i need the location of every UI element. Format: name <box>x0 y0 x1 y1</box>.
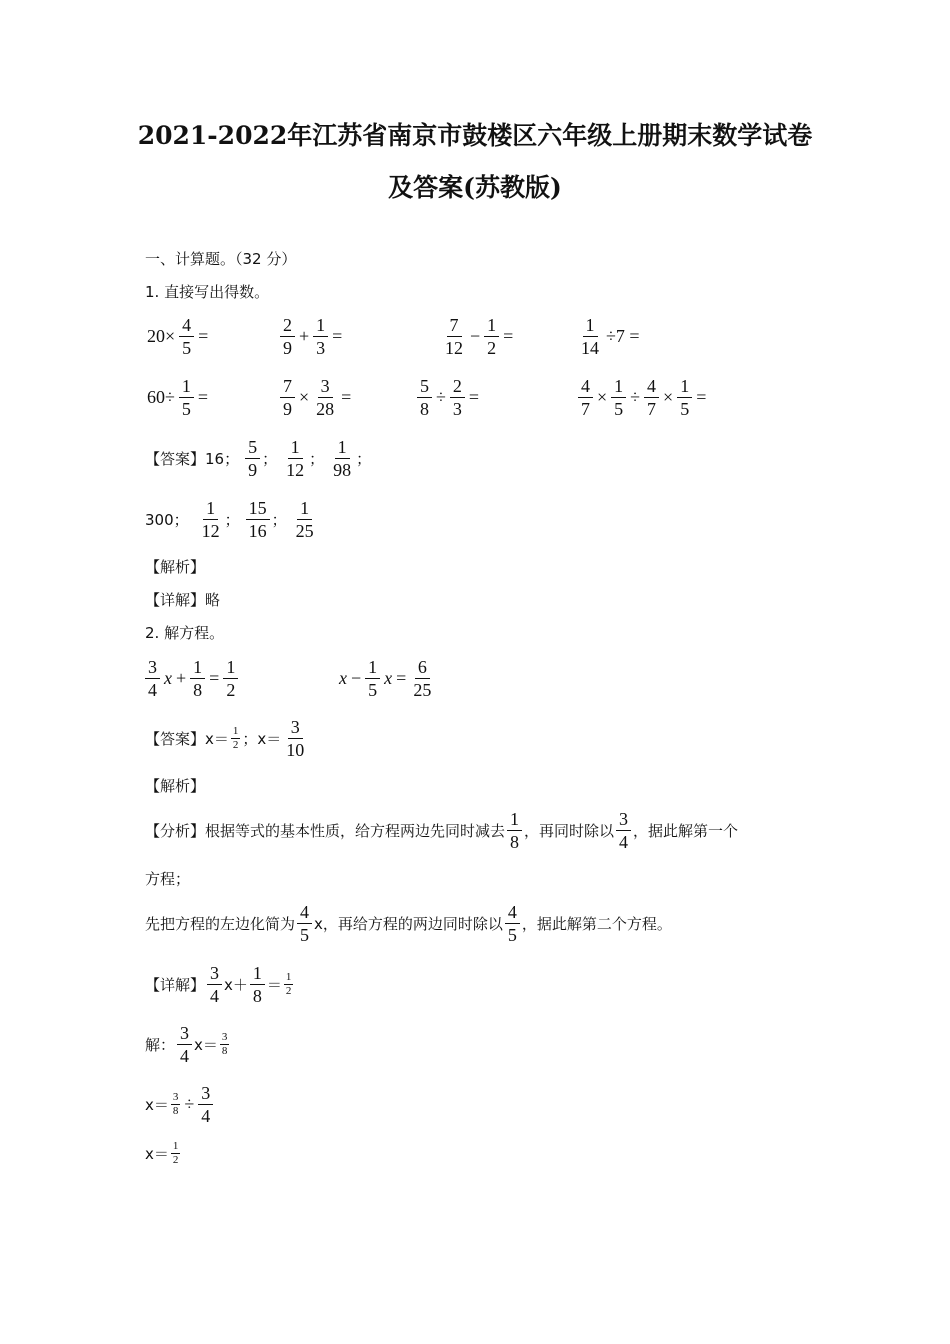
detail-text: 【详解】略 <box>145 591 221 609</box>
fraction: $\frac{3}{8}$ <box>221 1031 228 1057</box>
calc-item: $\frac{5}{8}$ ÷ $\frac{2}{3}$ = <box>415 375 481 420</box>
fraction: $\frac{1}{5}$ <box>611 375 626 420</box>
detail-step: 解： $\frac{3}{4}$ x＝ $\frac{3}{8}$ <box>145 1023 228 1066</box>
fraction: $\frac{2}{3}$ <box>450 375 465 420</box>
calc-item: $\frac{4}{7}$ × $\frac{1}{5}$ ÷ $\frac{4}{7}$ × $\frac{1}{5}$ = <box>576 375 708 420</box>
calc-item: 20× $\frac{4}{5}$ = <box>147 315 209 358</box>
fraction: $\frac{1}{5}$ <box>677 375 692 420</box>
answer-row: 【答案】16； $\frac{5}{9}$ ； $\frac{1}{12}$ ； $\frac{1}{98}$ ； <box>145 437 372 480</box>
analysis-label: 【解析】 <box>145 777 206 795</box>
detail-step: x＝ $\frac{1}{2}$ <box>145 1140 179 1166</box>
calc-item: $\frac{1}{14}$ ÷7 = <box>576 314 642 359</box>
fraction: $\frac{1}{25}$ <box>295 498 314 541</box>
fraction: $\frac{1}{8}$ <box>250 962 265 1007</box>
analysis-text-line3: 先把方程的左边化简为 $\frac{4}{5}$ x，再给方程的两边同时除以 $\frac{4}{5}$ ，据此解第二个方程。 <box>145 902 672 945</box>
document-title-line1: 2021-2022年江苏省南京市鼓楼区六年级上册期末数学试卷 <box>137 121 813 150</box>
fraction: $\frac{3}{4}$ <box>616 808 631 853</box>
fraction: $\frac{5}{8}$ <box>417 375 432 420</box>
fraction: $\frac{3}{4}$ <box>207 962 222 1007</box>
detail-step: x＝ $\frac{3}{8}$ ÷ $\frac{3}{4}$ <box>145 1082 215 1127</box>
calc-item: $\frac{7}{9}$ × $\frac{3}{28}$ = <box>278 375 353 420</box>
fraction: $\frac{3}{4}$ <box>198 1082 213 1127</box>
fraction: $\frac{1}{2}$ <box>223 656 238 701</box>
fraction: $\frac{1}{8}$ <box>190 656 205 701</box>
fraction: $\frac{1}{14}$ <box>581 315 599 358</box>
fraction: $\frac{3}{4}$ <box>177 1022 192 1067</box>
fraction: $\frac{4}{7}$ <box>644 375 659 420</box>
section-heading: 一、计算题。（32 分） <box>145 250 297 268</box>
detail-step: 【详解】 $\frac{3}{4}$ x＋ $\frac{1}{8}$ ＝ $\frac{1}{2}$ <box>145 963 292 1006</box>
fraction: $\frac{7}{12}$ <box>445 315 463 358</box>
fraction: $\frac{4}{5}$ <box>179 314 194 359</box>
fraction: $\frac{5}{9}$ <box>245 436 260 481</box>
fraction: $\frac{1}{2}$ <box>484 314 499 359</box>
fraction: $\frac{1}{3}$ <box>313 314 328 359</box>
fraction: $\frac{3}{10}$ <box>286 717 305 760</box>
fraction: $\frac{6}{25}$ <box>413 657 432 700</box>
calc-item: $\frac{7}{12}$ − $\frac{1}{2}$ = <box>440 314 515 359</box>
fraction: $\frac{4}{5}$ <box>505 901 520 946</box>
fraction: $\frac{4}{5}$ <box>297 901 312 946</box>
fraction: $\frac{1}{8}$ <box>507 808 522 853</box>
fraction: $\frac{3}{8}$ <box>172 1091 179 1117</box>
fraction: $\frac{1}{5}$ <box>179 375 194 420</box>
fraction: $\frac{1}{5}$ <box>365 656 380 701</box>
analysis-text-line2: 方程； <box>145 870 191 888</box>
fraction: $\frac{4}{7}$ <box>578 375 593 420</box>
equation-1: $\frac{3}{4}$ x + $\frac{1}{8}$ = $\frac{1}{2}$ <box>145 656 240 701</box>
fraction: $\frac{7}{9}$ <box>280 375 295 420</box>
analysis-label: 【解析】 <box>145 558 206 576</box>
document-title-line2: 及答案(苏教版) <box>388 173 562 202</box>
fraction: $\frac{1}{98}$ <box>333 437 352 480</box>
fraction: $\frac{1}{12}$ <box>286 437 305 480</box>
question-1-label: 1. 直接写出得数。 <box>145 283 270 301</box>
analysis-text-line1: 【分析】根据等式的基本性质，给方程两边先同时减去 $\frac{1}{8}$ ，再同时除以 $\frac{3}{4}$ ，据此解第一个 <box>145 809 739 852</box>
fraction: $\frac{1}{12}$ <box>201 498 220 541</box>
calc-item: 60÷ $\frac{1}{5}$ = <box>147 376 209 419</box>
calc-item: $\frac{2}{9}$ + $\frac{1}{3}$ = <box>278 314 344 359</box>
answer-row: 300； $\frac{1}{12}$ ； $\frac{15}{16}$ ； $\frac{1}{25}$ <box>145 497 319 542</box>
equation-2: x − $\frac{1}{5}$ x = $\frac{6}{25}$ <box>337 656 436 701</box>
fraction: $\frac{1}{2}$ <box>232 725 239 751</box>
fraction: $\frac{1}{2}$ <box>285 971 292 997</box>
answer-row: 【答案】x＝ $\frac{1}{2}$ ；x＝ $\frac{3}{10}$ <box>145 716 309 761</box>
fraction: $\frac{3}{4}$ <box>145 656 160 701</box>
fraction: $\frac{3}{28}$ <box>316 376 335 419</box>
fraction: $\frac{2}{9}$ <box>280 314 295 359</box>
fraction: $\frac{1}{2}$ <box>172 1140 179 1166</box>
fraction: $\frac{15}{16}$ <box>246 497 270 542</box>
question-2-label: 2. 解方程。 <box>145 624 225 642</box>
